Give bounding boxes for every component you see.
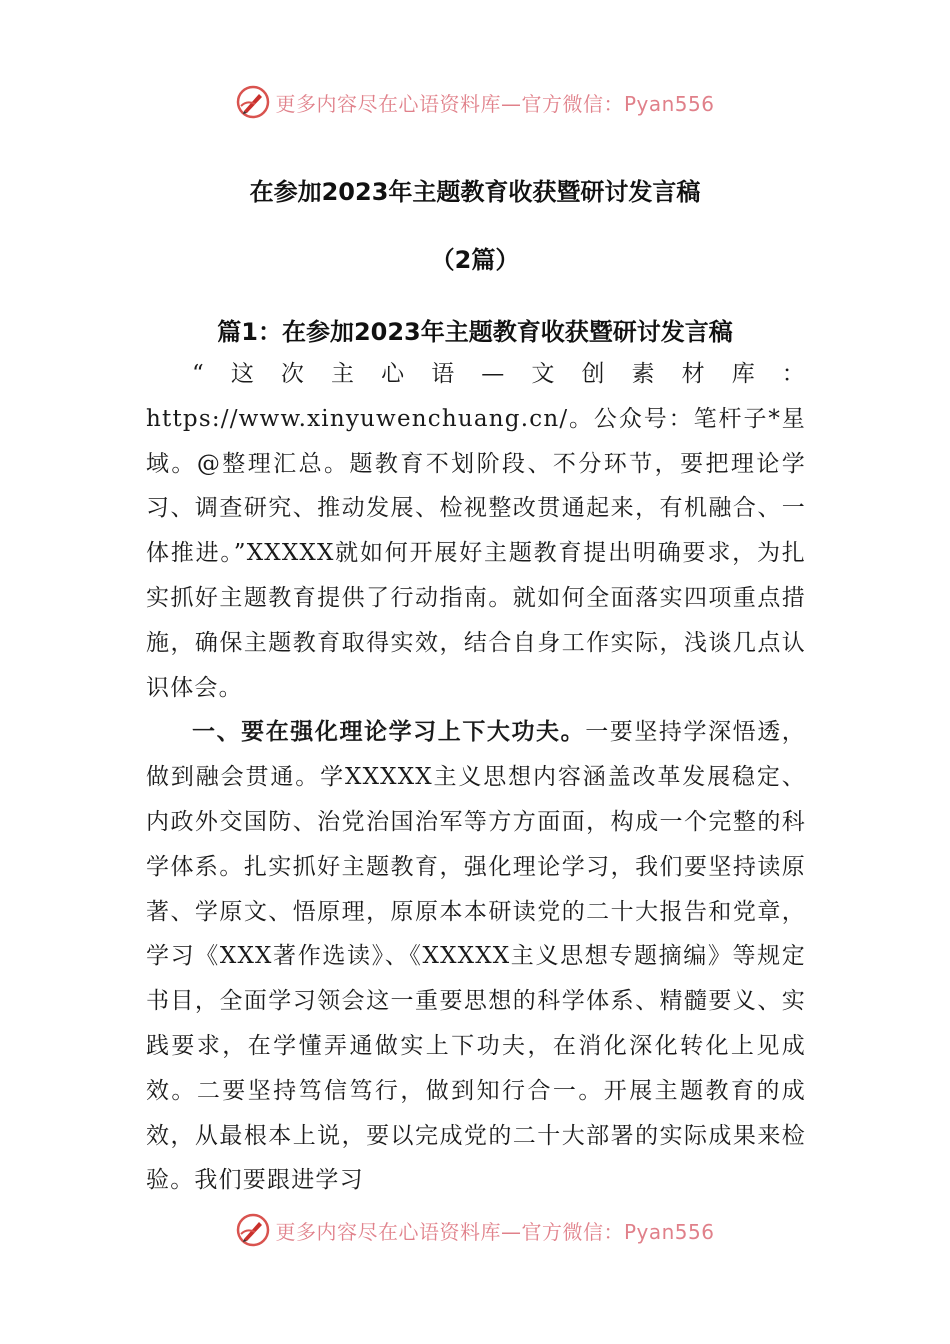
section-title: 篇1：在参加2023年主题教育收获暨研讨发言稿	[217, 318, 733, 346]
banner-text: 更多内容尽在心语资料库—官方微信：Pyan556	[275, 1219, 715, 1244]
footer-banner	[0, 1210, 950, 1250]
paragraph-heading: 一、要在强化理论学习上下大功夫。	[192, 719, 586, 746]
banner-text: 更多内容尽在心语资料库—官方微信：Pyan556	[275, 91, 715, 116]
paragraph-one	[146, 710, 806, 1203]
document-subtitle: （2篇）	[430, 246, 520, 274]
pen-logo-icon	[235, 1212, 271, 1248]
pen-logo-icon	[235, 84, 271, 120]
document-title: 在参加2023年主题教育收获暨研讨发言稿	[249, 178, 701, 206]
document-body	[146, 352, 806, 1203]
paragraph-body: 一要坚持学深悟透，做到融会贯通。学XXXXX主义思想内容涵盖改革发展稳定、内政外交国防、治党治国治军等方方面面，构成一个完整的科学体系。扎实抓好主题教育，强化理论学习，我们要坚持读原著、学原文、悟原理，原原本本研读党的二十大报告和党章，学习《XXX著作选读》、《XXXXX主义思想专题摘编》等规定书目，全面学习领会这一重要思想的科学体系、精髓要义、实践要求，在学懂弄通做实上下功夫，在消化深化转化上见成效。二要坚持笃信笃行，做到知行合一。开展主题教育的成效，从最根本上说，要以完成党的二十大部署的实际成果来检验。我们要跟进学习	[146, 719, 806, 1194]
paragraph-intro: “这次主心语—文创素材库：https://www.xinyuwenchuang.cn/。公众号：笔杆子*星域。@整理汇总。题教育不划阶段、不分环节，要把理论学习、调查研究、推动发展、检视整改贯通起来，有机融合、一体推进。”XXXXX就如何开展好主题教育提出明确要求，为扎实抓好主题教育提供了行动指南。就如何全面落实四项重点措施，确保主题教育取得实效，结合自身工作实际，浅谈几点认识体会。	[146, 361, 806, 701]
header-banner	[0, 82, 950, 122]
